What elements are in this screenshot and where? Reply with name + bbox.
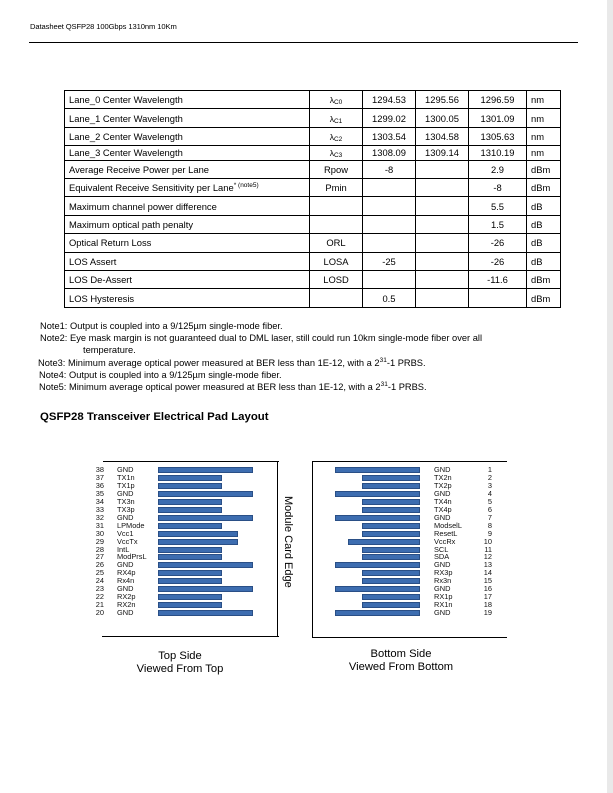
- pin-number: 32: [95, 512, 104, 522]
- contact-pad: [158, 515, 253, 521]
- pin-name: Vcc1: [117, 528, 134, 538]
- symbol-cell: [310, 289, 363, 307]
- contact-pad: [362, 594, 420, 600]
- pin-number: 34: [95, 496, 104, 506]
- typ-cell: [416, 289, 469, 307]
- spec-table-row: [65, 289, 561, 307]
- pin-number: 12: [483, 552, 492, 562]
- parameter-cell: Equivalent Receive Sensitivity per Lane$^{* (note5)}$: [65, 179, 310, 197]
- spec-table-row: [65, 234, 561, 252]
- pin-name: Rx4n: [117, 576, 135, 586]
- parameter-cell: LOS Hysteresis: [65, 289, 310, 307]
- symbol-cell: $\lambda_{C2}$: [310, 127, 363, 145]
- symbol-cell: Pmin: [310, 179, 363, 197]
- unit-cell: dBm: [527, 271, 561, 289]
- pin-name: TX4p: [434, 504, 452, 514]
- pin-number: 17: [483, 592, 492, 602]
- min-cell: [363, 197, 416, 215]
- max-cell: 1310.19: [469, 146, 527, 161]
- parameter-cell: Maximum channel power difference: [65, 197, 310, 215]
- bottom-pin-row: [312, 530, 502, 538]
- unit-cell: nm: [527, 109, 561, 127]
- contact-pad: [158, 594, 222, 600]
- typ-cell: [416, 179, 469, 197]
- pin-number: 11: [484, 544, 492, 554]
- max-cell: 2.9: [469, 160, 527, 178]
- parameter-cell: Optical Return Loss: [65, 234, 310, 252]
- contact-pad: [158, 483, 222, 489]
- contact-pad: [158, 507, 222, 513]
- pin-number: 18: [483, 600, 492, 610]
- pin-number: 37: [95, 472, 104, 482]
- max-cell: -26: [469, 252, 527, 270]
- pin-name: GND: [117, 465, 134, 474]
- page-margin-strip: [607, 0, 613, 793]
- top-side-caption: Top Side Viewed From Top: [136, 650, 224, 675]
- contact-pad: [158, 554, 222, 560]
- pin-number: 22: [95, 592, 104, 602]
- typ-cell: 1300.05: [416, 109, 469, 127]
- contact-pad: [158, 491, 253, 497]
- contact-pad: [158, 539, 238, 545]
- contact-pad: [362, 499, 420, 505]
- contact-pad: [158, 547, 222, 553]
- pin-name: RX1n: [434, 600, 453, 610]
- unit-cell: dBm: [527, 289, 561, 307]
- bottom-pin-row: [312, 498, 502, 506]
- pin-number: 7: [487, 512, 492, 522]
- contact-pad: [335, 467, 420, 473]
- symbol-cell: [310, 215, 363, 233]
- min-cell: -8: [363, 160, 416, 178]
- spec-table-row: [65, 146, 561, 161]
- pin-name: GND: [434, 512, 451, 522]
- bottom-pin-row: [312, 506, 502, 514]
- max-cell: 1305.63: [469, 127, 527, 145]
- symbol-cell: LOSA: [310, 252, 363, 270]
- note-2-continuation: temperature.: [83, 345, 136, 356]
- pin-number: 28: [95, 544, 104, 554]
- pin-name: ModselL: [434, 520, 462, 530]
- parameter-cell: Lane_1 Center Wavelength: [65, 109, 310, 127]
- pin-name: GND: [117, 584, 134, 594]
- pin-number: 19: [483, 608, 492, 618]
- parameter-cell: Lane_2 Center Wavelength: [65, 127, 310, 145]
- unit-cell: dBm: [527, 179, 561, 197]
- typ-cell: [416, 252, 469, 270]
- spec-table-row: [65, 179, 561, 197]
- pin-number: 29: [95, 536, 104, 546]
- pin-name: RX2p: [117, 592, 136, 602]
- bottom-pin-row: [312, 609, 502, 617]
- pin-number: 5: [487, 496, 492, 506]
- contact-pad: [335, 586, 420, 592]
- contact-pad: [158, 523, 222, 529]
- pin-name: TX2n: [434, 472, 452, 482]
- pin-number: 36: [95, 480, 104, 490]
- parameter-cell: LOS Assert: [65, 252, 310, 270]
- parameter-cell: Average Receive Power per Lane: [65, 160, 310, 178]
- bottom-pin-row: [312, 522, 502, 530]
- pin-name: TX3n: [117, 496, 135, 506]
- optical-spec-table: [64, 90, 561, 308]
- pin-number: 2: [487, 472, 492, 482]
- bottom-pin-row: [312, 514, 502, 522]
- typ-cell: [416, 215, 469, 233]
- pin-number: 3: [487, 480, 492, 490]
- max-cell: [469, 289, 527, 307]
- contact-pad: [362, 531, 420, 537]
- pin-name: ModPrsL: [117, 552, 147, 562]
- min-cell: 1294.53: [363, 91, 416, 109]
- bottom-pin-row: [312, 593, 502, 601]
- pin-name: GND: [434, 488, 451, 498]
- symbol-cell: [310, 197, 363, 215]
- contact-pad: [158, 586, 253, 592]
- min-cell: [363, 179, 416, 197]
- contact-pad: [362, 483, 420, 489]
- bottom-pin-row: [312, 553, 502, 561]
- pin-number: 23: [95, 584, 104, 594]
- symbol-cell: $\lambda_{C3}$: [310, 146, 363, 161]
- symbol-cell: Rpow: [310, 160, 363, 178]
- unit-cell: dB: [527, 234, 561, 252]
- pin-number: 8: [487, 520, 492, 530]
- spec-table-row: [65, 91, 561, 109]
- notes-block: [40, 320, 482, 393]
- pin-number: 27: [95, 552, 104, 562]
- contact-pad: [362, 523, 420, 529]
- contact-pad: [362, 475, 420, 481]
- contact-pad: [158, 499, 222, 505]
- pin-name: VccTx: [117, 536, 138, 546]
- contact-pad: [158, 475, 222, 481]
- pin-name: RX3p: [434, 568, 453, 578]
- parameter-cell: LOS De-Assert: [65, 271, 310, 289]
- pin-number: 24: [95, 576, 104, 586]
- module-card-edge-label: Module Card Edge: [282, 496, 294, 588]
- contact-pad: [335, 491, 420, 497]
- unit-cell: dBm: [527, 160, 561, 178]
- pin-number: 26: [95, 560, 104, 570]
- typ-cell: [416, 234, 469, 252]
- pin-number: 15: [483, 576, 492, 586]
- pin-name: TX4n: [434, 496, 452, 506]
- pin-number: 10: [483, 536, 492, 546]
- contact-pad: [158, 602, 222, 608]
- symbol-cell: ORL: [310, 234, 363, 252]
- pin-name: RX2n: [117, 600, 136, 610]
- pin-name: GND: [117, 608, 134, 618]
- pin-number: 14: [483, 568, 492, 578]
- spec-table-row: [65, 271, 561, 289]
- contact-pad: [158, 610, 253, 616]
- bottom-pin-row: [312, 601, 502, 609]
- pin-name: GND: [117, 560, 134, 570]
- pin-name: GND: [434, 465, 451, 474]
- typ-cell: 1309.14: [416, 146, 469, 161]
- unit-cell: nm: [527, 91, 561, 109]
- contact-pad: [362, 507, 420, 513]
- pin-number: 38: [95, 465, 104, 474]
- pin-name: SDA: [434, 552, 450, 562]
- parameter-cell: Lane_3 Center Wavelength: [65, 146, 310, 161]
- unit-cell: nm: [527, 146, 561, 161]
- parameter-cell: Lane_0 Center Wavelength: [65, 91, 310, 109]
- pin-name: RX1p: [434, 592, 453, 602]
- unit-cell: dB: [527, 252, 561, 270]
- min-cell: [363, 234, 416, 252]
- pin-number: 4: [487, 488, 492, 498]
- unit-cell: dB: [527, 197, 561, 215]
- symbol-cell: $\lambda_{C1}$: [310, 109, 363, 127]
- pin-name: TX1n: [117, 472, 135, 482]
- pin-name: TX3p: [117, 504, 135, 514]
- typ-cell: [416, 160, 469, 178]
- unit-cell: dB: [527, 215, 561, 233]
- pin-number: 1: [487, 465, 492, 474]
- bottom-pin-row: [312, 474, 502, 482]
- symbol-cell: $\lambda_{C0}$: [310, 91, 363, 109]
- pin-number: 16: [483, 584, 492, 594]
- pin-name: TX2p: [434, 480, 452, 490]
- contact-pad: [158, 578, 222, 584]
- contact-pad: [362, 547, 420, 553]
- note-1: Note1: Output is coupled into a 9/125µm single-mode fiber.: [40, 321, 283, 331]
- pin-name: RX4p: [117, 568, 136, 578]
- pin-name: SCL: [434, 544, 449, 554]
- pin-name: GND: [434, 584, 451, 594]
- spec-table-row: [65, 215, 561, 233]
- bottom-pin-row: [312, 546, 502, 554]
- contact-pad: [348, 539, 420, 545]
- min-cell: 1299.02: [363, 109, 416, 127]
- max-cell: 1301.09: [469, 109, 527, 127]
- spec-table-row: [65, 127, 561, 145]
- contact-pad: [362, 578, 420, 584]
- pin-number: 21: [95, 600, 104, 610]
- pin-number: 20: [95, 608, 104, 618]
- contact-pad: [158, 562, 253, 568]
- bottom-pin-row: [312, 490, 502, 498]
- pin-name: TX1p: [117, 480, 135, 490]
- min-cell: [363, 215, 416, 233]
- typ-cell: [416, 271, 469, 289]
- pin-name: VccRx: [434, 536, 456, 546]
- pin-name: ResetL: [434, 528, 458, 538]
- contact-pad: [335, 610, 420, 616]
- max-cell: -26: [469, 234, 527, 252]
- typ-cell: 1304.58: [416, 127, 469, 145]
- spec-table-row: [65, 160, 561, 178]
- unit-cell: nm: [527, 127, 561, 145]
- contact-pad: [158, 570, 222, 576]
- spec-table-row: [65, 109, 561, 127]
- pin-name: GND: [117, 488, 134, 498]
- pin-number: 30: [95, 528, 104, 538]
- pin-number: 31: [95, 520, 104, 530]
- symbol-cell: LOSD: [310, 271, 363, 289]
- contact-pad: [335, 562, 420, 568]
- min-cell: -25: [363, 252, 416, 270]
- pin-number: 33: [95, 504, 104, 514]
- pin-number: 35: [95, 488, 104, 498]
- bottom-pin-row: [312, 577, 502, 585]
- typ-cell: [416, 197, 469, 215]
- max-cell: 5.5: [469, 197, 527, 215]
- spec-table-row: [65, 252, 561, 270]
- contact-pad: [362, 602, 420, 608]
- header-divider: [29, 42, 578, 43]
- document-header-title: Datasheet QSFP28 100Gbps 1310nm 10Km: [30, 22, 177, 31]
- pin-number: 9: [487, 528, 492, 538]
- min-cell: 1308.09: [363, 146, 416, 161]
- pin-name: GND: [117, 512, 134, 522]
- contact-pad: [158, 531, 238, 537]
- pin-name: GND: [434, 608, 451, 618]
- min-cell: 1303.54: [363, 127, 416, 145]
- note-2: Note2: Eye mask margin is not guaranteed dual to DML laser, still could run 10km single-mode fiber over all: [40, 333, 483, 344]
- contact-pad: [335, 515, 420, 521]
- max-cell: 1.5: [469, 215, 527, 233]
- min-cell: [363, 271, 416, 289]
- pin-name: Rx3n: [434, 576, 452, 586]
- parameter-cell: Maximum optical path penalty: [65, 215, 310, 233]
- max-cell: -8: [469, 179, 527, 197]
- bottom-side-caption: Bottom Side Viewed From Bottom: [348, 648, 454, 673]
- bottom-pin-row: [312, 569, 502, 577]
- note-4: Note4: Output is coupled into a 9/125µm single-mode fiber.: [39, 369, 282, 380]
- pin-number: 25: [95, 568, 104, 578]
- note-3: Note3: Minimum average optical power measured at BER less than 1E-12, with a $2^{31}-1$ PRBS.: [38, 356, 426, 368]
- pin-number: 6: [487, 504, 492, 514]
- contact-pad: [158, 467, 253, 473]
- note-5: Note5: Minimum average optical power measured at BER less than 1E-12, with a $2^{31}-1$ PRBS.: [39, 381, 427, 393]
- top-pin-row: [88, 609, 278, 617]
- min-cell: 0.5: [363, 289, 416, 307]
- bottom-pin-row: [312, 585, 502, 593]
- pin-name: IntL: [117, 544, 130, 554]
- bottom-pin-row: [312, 538, 502, 546]
- max-cell: 1296.59: [469, 91, 527, 109]
- max-cell: -11.6: [469, 271, 527, 289]
- bottom-pin-row: [312, 561, 502, 569]
- spec-table-row: [65, 197, 561, 215]
- contact-pad: [362, 570, 420, 576]
- bottom-pin-row: [312, 466, 502, 474]
- pin-name: GND: [434, 560, 451, 570]
- pin-number: 13: [483, 560, 492, 570]
- section-title: QSFP28 Transceiver Electrical Pad Layout: [40, 411, 269, 423]
- typ-cell: 1295.56: [416, 91, 469, 109]
- pin-name: LPMode: [117, 520, 145, 530]
- contact-pad: [362, 554, 420, 560]
- bottom-pin-row: [312, 482, 502, 490]
